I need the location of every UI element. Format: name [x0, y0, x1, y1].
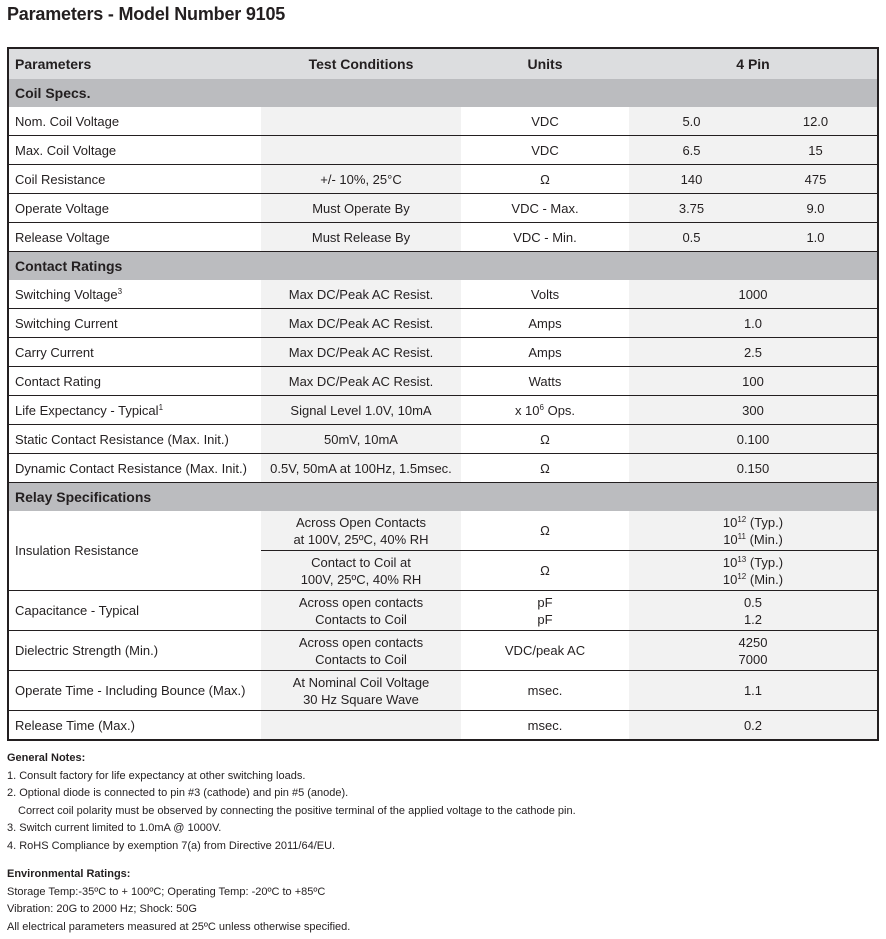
units: Amps: [461, 338, 629, 367]
value-5v: 6.5: [629, 136, 754, 165]
units: VDC - Min.: [461, 223, 629, 252]
value: 1.0: [629, 309, 878, 338]
value-min: [629, 571, 877, 588]
value-base: 10: [723, 531, 738, 547]
table-row: [8, 338, 878, 367]
value-base: 10: [722, 571, 738, 587]
units: [461, 396, 629, 425]
section-label: Coil Specs.: [8, 79, 878, 107]
header-parameters: Parameters: [8, 48, 261, 79]
table-row: [8, 631, 878, 671]
table-row: [8, 591, 878, 631]
param-name: [8, 280, 261, 309]
value: 0.2: [629, 711, 878, 741]
test-condition: 0.5V, 50mA at 100Hz, 1.5msec.: [261, 454, 461, 483]
note-item: 3. Switch current limited to 1.0mA @ 1000V.: [7, 822, 222, 834]
condition-line: 30 Hz Square Wave: [303, 691, 419, 707]
value: 0.150: [629, 454, 878, 483]
value: [629, 551, 878, 591]
table-row: [8, 280, 878, 309]
value-line: 0.5: [743, 594, 763, 610]
table-header-row: [8, 48, 878, 79]
condition-line: at 100V, 25ºC, 40% RH: [293, 531, 429, 547]
param-name: Nom. Coil Voltage: [8, 107, 261, 136]
units-line: pF: [537, 594, 553, 610]
general-notes-heading: General Notes:: [7, 752, 86, 764]
param-name: Contact Rating: [8, 367, 261, 396]
value: 2.5: [629, 338, 878, 367]
value-note: (Min.): [745, 531, 783, 547]
units-line: pF: [537, 611, 553, 627]
units: msec.: [461, 711, 629, 741]
parameters-table: [7, 47, 879, 741]
note-item: 4. RoHS Compliance by exemption 7(a) from Directive 2011/64/EU.: [7, 839, 336, 852]
value: 100: [629, 367, 878, 396]
table-row: [8, 396, 878, 425]
test-condition: [261, 671, 461, 711]
param-name: Release Time (Max.): [8, 711, 261, 741]
value: 300: [629, 396, 878, 425]
test-condition: [261, 591, 461, 631]
table-row: [8, 223, 878, 252]
condition-line: Across Open Contacts: [295, 514, 427, 530]
param-name: Coil Resistance: [8, 165, 261, 194]
test-condition: Signal Level 1.0V, 10mA: [261, 396, 461, 425]
condition-line: Contacts to Coil: [315, 651, 407, 667]
param-name: Operate Voltage: [8, 194, 261, 223]
section-label: Relay Specifications: [8, 483, 878, 512]
value-12v: 12.0: [754, 107, 878, 136]
footnote-ref: 1: [158, 402, 164, 412]
test-condition: Must Release By: [261, 223, 461, 252]
value-5v: 0.5: [629, 223, 754, 252]
table-row: [8, 425, 878, 454]
param-label: Life Expectancy - Typical: [15, 402, 159, 418]
units: msec.: [461, 671, 629, 711]
table-row: [8, 367, 878, 396]
environmental-item: Vibration: 20G to 2000 Hz; Shock: 50G: [7, 903, 197, 915]
section-coil-specs: [8, 79, 878, 107]
value: 1.1: [629, 671, 878, 711]
value-exponent: 11: [737, 531, 746, 541]
page-title: Parameters - Model Number 9105: [7, 4, 286, 24]
param-name: Max. Coil Voltage: [8, 136, 261, 165]
environmental-ratings-heading: Environmental Ratings:: [7, 868, 131, 880]
note-item: 2. Optional diode is connected to pin #3 (cathode) and pin #5 (anode).: [7, 787, 349, 799]
test-condition: [261, 551, 461, 591]
value-typ: [629, 514, 877, 531]
units-exponent: 6: [539, 402, 544, 412]
param-name: [8, 396, 261, 425]
units: Ω: [461, 511, 629, 551]
param-label: Switching Voltage: [15, 286, 118, 302]
value: 1000: [629, 280, 878, 309]
footnote-ref: 3: [117, 286, 123, 296]
header-units: Units: [461, 48, 629, 79]
note-item: 1. Consult factory for life expectancy at other switching loads.: [7, 769, 306, 782]
param-name: Static Contact Resistance (Max. Init.): [8, 425, 261, 454]
units: [461, 591, 629, 631]
value-line: 1.2: [743, 611, 763, 627]
value-exponent: 13: [737, 554, 747, 564]
section-label: Contact Ratings: [8, 252, 878, 281]
condition-line: 100V, 25ºC, 40% RH: [300, 571, 422, 587]
table-row: [8, 194, 878, 223]
param-name: Dielectric Strength (Min.): [8, 631, 261, 671]
value-note: (Typ.): [746, 554, 784, 570]
test-condition: 50mV, 10mA: [261, 425, 461, 454]
general-notes: [7, 750, 576, 855]
section-contact-ratings: [8, 252, 878, 281]
param-name: Carry Current: [8, 338, 261, 367]
table-row: [8, 165, 878, 194]
condition-line: At Nominal Coil Voltage: [292, 674, 430, 690]
param-name: Capacitance - Typical: [8, 591, 261, 631]
test-condition: [261, 107, 461, 136]
units: Amps: [461, 309, 629, 338]
table-row: [8, 711, 878, 741]
value: [629, 591, 878, 631]
value-12v: 15: [754, 136, 878, 165]
condition-line: Across open contacts: [298, 634, 424, 650]
value-exponent: 12: [737, 571, 747, 581]
value-line: 7000: [738, 651, 768, 667]
param-name: Insulation Resistance: [8, 511, 261, 591]
test-condition: +/- 10%, 25°C: [261, 165, 461, 194]
test-condition: [261, 631, 461, 671]
value-typ: [629, 554, 877, 571]
units: VDC: [461, 107, 629, 136]
test-condition: [261, 511, 461, 551]
units: VDC: [461, 136, 629, 165]
value-12v: 1.0: [754, 223, 878, 252]
value: [629, 511, 878, 551]
value-min: [629, 531, 877, 548]
header-4-pin: 4 Pin: [629, 48, 878, 79]
test-condition: [261, 711, 461, 741]
value: [629, 631, 878, 671]
units-suffix: Ops.: [543, 402, 576, 418]
value-exponent: 12: [737, 514, 747, 524]
value-base: 10: [722, 514, 738, 530]
param-name: Release Voltage: [8, 223, 261, 252]
note-item-continuation: Correct coil polarity must be observed by connecting the positive terminal of the applied voltage to the cathode pin.: [18, 804, 576, 817]
units: Watts: [461, 367, 629, 396]
units: Ω: [461, 551, 629, 591]
param-name: Operate Time - Including Bounce (Max.): [8, 671, 261, 711]
param-name: Switching Current: [8, 309, 261, 338]
environmental-item: All electrical parameters measured at 25ºC unless otherwise specified.: [7, 920, 351, 933]
condition-line: Across open contacts: [298, 594, 424, 610]
test-condition: Max DC/Peak AC Resist.: [261, 309, 461, 338]
value-note: (Min.): [746, 571, 784, 587]
condition-line: Contact to Coil at: [311, 554, 411, 570]
test-condition: Max DC/Peak AC Resist.: [261, 367, 461, 396]
test-condition: Must Operate By: [261, 194, 461, 223]
table-row: [8, 671, 878, 711]
param-name: Dynamic Contact Resistance (Max. Init.): [8, 454, 261, 483]
test-condition: [261, 136, 461, 165]
units: Ω: [461, 454, 629, 483]
condition-line: Contacts to Coil: [315, 611, 407, 627]
table-row: [8, 454, 878, 483]
test-condition: Max DC/Peak AC Resist.: [261, 280, 461, 309]
table-row: [8, 309, 878, 338]
units-base: x 10: [514, 402, 540, 418]
value-12v: 475: [754, 165, 878, 194]
section-relay-specifications: [8, 483, 878, 512]
units: Volts: [461, 280, 629, 309]
value-5v: 3.75: [629, 194, 754, 223]
value-5v: 5.0: [629, 107, 754, 136]
header-test-conditions: Test Conditions: [261, 48, 461, 79]
test-condition: Max DC/Peak AC Resist.: [261, 338, 461, 367]
units: VDC/peak AC: [461, 631, 629, 671]
table-row: [8, 136, 878, 165]
value-12v: 9.0: [754, 194, 878, 223]
environmental-ratings: [7, 866, 350, 936]
table-row: [8, 107, 878, 136]
environmental-item: Storage Temp:-35ºC to + 100ºC; Operating Temp: -20ºC to +85ºC: [7, 885, 326, 898]
units: VDC - Max.: [461, 194, 629, 223]
value-5v: 140: [629, 165, 754, 194]
value-base: 10: [722, 554, 738, 570]
units: Ω: [461, 165, 629, 194]
units: Ω: [461, 425, 629, 454]
table-row: [8, 511, 878, 551]
value: 0.100: [629, 425, 878, 454]
value-note: (Typ.): [746, 514, 784, 530]
value-line: 4250: [738, 634, 768, 650]
